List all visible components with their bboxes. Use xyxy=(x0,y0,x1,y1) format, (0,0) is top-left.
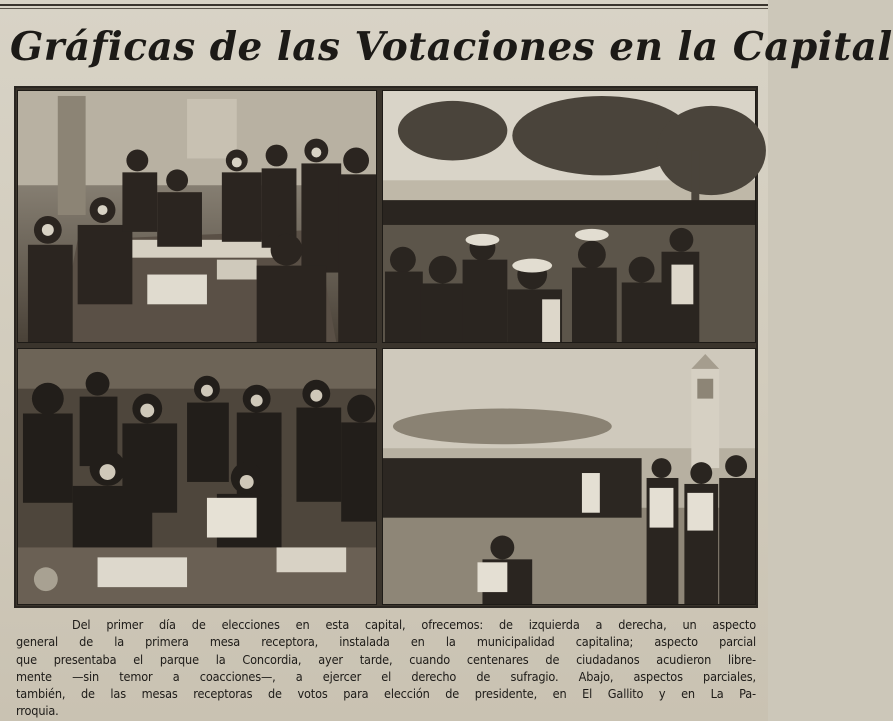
photo-mesa-receptora xyxy=(17,90,377,343)
caption-line: mente —sin temor a coacciones—, a ejercer el derecho de sufragio. Abajo, aspectos parciales, xyxy=(16,668,756,684)
top-rule-thin xyxy=(0,8,768,9)
caption-line: Del primer día de elecciones en esta capital, ofrecemos: de izquierda a derecha, un aspecto xyxy=(72,617,756,632)
caption-line: general de la primera mesa receptora, instalada en la municipalidad capitalina; aspecto parcial xyxy=(16,634,756,650)
photo-caption xyxy=(16,616,756,719)
caption-line: rroquia. xyxy=(16,703,59,719)
photo-mesa-receptora-image xyxy=(18,91,376,342)
top-rule xyxy=(0,4,768,6)
photo-la-parroquia xyxy=(382,348,756,605)
photo-el-gallito-image xyxy=(18,349,376,604)
photo-parque-concordia xyxy=(382,90,756,343)
photo-la-parroquia-image xyxy=(383,349,755,604)
caption-line: también, de las mesas receptoras de votos para elección de presidente, en El Gallito y en La Pa- xyxy=(16,686,756,702)
caption-line: que presentaba el parque la Concordia, ayer tarde, cuando centenares de ciudadanos acudieron libre- xyxy=(16,651,756,667)
headline: Gráficas de las Votaciones en la Capital xyxy=(10,24,893,70)
photo-el-gallito xyxy=(17,348,377,605)
photo-parque-concordia-image xyxy=(383,91,755,342)
